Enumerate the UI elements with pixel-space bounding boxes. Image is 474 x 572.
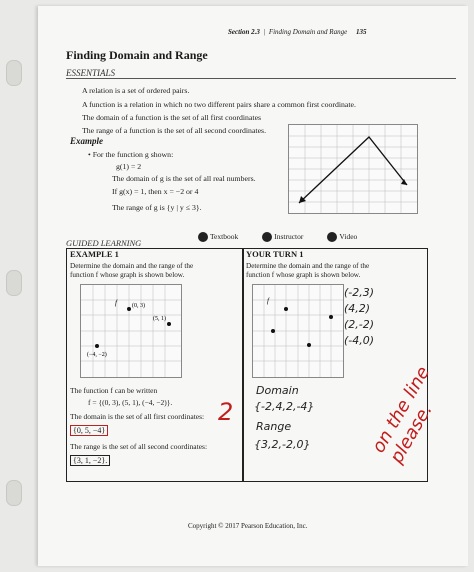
- example-1-written-intro: The function f can be written: [70, 386, 158, 395]
- hand-range-label: Range: [256, 420, 292, 433]
- f-label: f: [267, 297, 269, 305]
- example-1-graph: [80, 284, 182, 378]
- red-note: on the line please.: [368, 362, 437, 467]
- example-1-prompt-2: function f whose graph is shown below.: [70, 271, 185, 279]
- page-number: 135: [355, 28, 367, 36]
- range-set-value: {3, 1, −2}.: [70, 455, 110, 466]
- point-b: [329, 315, 333, 319]
- hand-point-4: (-4,0): [344, 334, 375, 347]
- example-label: Example: [70, 136, 103, 146]
- your-turn-prompt-1: Determine the domain and the range of the: [246, 262, 370, 270]
- worksheet-page: [38, 6, 468, 566]
- label-point-0-3: (0, 3): [132, 303, 145, 309]
- example-1-heading: EXAMPLE 1: [70, 249, 119, 259]
- label-point-neg4-neg2: (−4, −2): [87, 352, 107, 358]
- book-icon: [198, 232, 208, 242]
- essentials-label: ESSENTIALS: [66, 68, 456, 79]
- video-link[interactable]: [327, 232, 357, 241]
- section-number: Section 2.3: [228, 28, 260, 36]
- binder-hole-middle: [6, 270, 22, 296]
- instructor-link[interactable]: [262, 232, 303, 241]
- play-icon: [327, 232, 337, 242]
- hand-point-1: (-2,3): [344, 286, 375, 299]
- example-1-range-text: The range is the set of all second coordinates:: [70, 442, 208, 451]
- textbook-link[interactable]: [198, 232, 238, 241]
- section-subtitle: Finding Domain and Range: [268, 28, 348, 36]
- domain-set-value: {0, 5, −4}: [70, 425, 108, 436]
- definition-function: A function is a relation in which no two different pairs share a common first coordinate.: [82, 100, 356, 109]
- hand-point-3: (2,-2): [344, 318, 375, 331]
- example-graph-g: [288, 124, 418, 214]
- copyright: Copyright © 2017 Pearson Education, Inc.: [188, 522, 308, 530]
- your-turn-heading: YOUR TURN 1: [246, 249, 304, 259]
- guided-learning-label: GUIDED LEARNING: [66, 238, 142, 248]
- example-1-written-set: f = {(0, 3), (5, 1), (−4, −2)}.: [88, 398, 173, 407]
- video-label: Video: [339, 232, 358, 241]
- example-line-4: If g(x) = 1, then x = −2 or 4: [112, 187, 199, 196]
- binder-hole-top: [6, 60, 22, 86]
- page-title: Finding Domain and Range: [66, 48, 208, 62]
- point-c: [307, 343, 311, 347]
- definition-relation: A relation is a set of ordered pairs.: [82, 86, 190, 95]
- point-d: [271, 329, 275, 333]
- definition-domain: The domain of a function is the set of all first coordinates: [82, 113, 262, 122]
- point-5-1: [167, 322, 171, 326]
- hand-point-2: (4,2): [344, 302, 371, 315]
- red-mark: 2: [218, 398, 234, 426]
- example-line-3: The domain of g is the set of all real numbers.: [112, 174, 256, 183]
- hand-domain-label: Domain: [256, 384, 299, 397]
- hand-range-set: {3,2,-2,0}: [254, 438, 311, 451]
- example-1-range-set: [70, 456, 110, 465]
- example-line-5: The range of g is {y | y ≤ 3}.: [112, 203, 202, 212]
- hand-domain-set: {-2,4,2,-4}: [254, 400, 315, 413]
- definition-range: The range of a function is the set of all second coordinates.: [82, 126, 267, 135]
- example-1-prompt-1: Determine the domain and the range of the: [70, 262, 194, 270]
- example-line-1: • For the function g shown:: [88, 150, 174, 159]
- label-point-5-1: (5, 1): [153, 316, 166, 322]
- resources-bar: [198, 226, 357, 244]
- section-header: Section 2.3 | Finding Domain and Range 135: [228, 28, 367, 36]
- example-line-1-text: For the function g shown:: [92, 150, 174, 159]
- example-line-2: g(1) = 2: [116, 162, 142, 171]
- your-turn-prompt-2: function f whose graph is shown below.: [246, 271, 361, 279]
- point-0-3: [127, 307, 131, 311]
- example-1-domain-set: [70, 426, 108, 435]
- your-turn-graph: [252, 284, 344, 378]
- instructor-label: Instructor: [274, 232, 304, 241]
- person-icon: [262, 232, 272, 242]
- binder-hole-bottom: [6, 480, 22, 506]
- f-label: f: [115, 299, 117, 307]
- textbook-label: Textbook: [210, 232, 239, 241]
- point-a: [284, 307, 288, 311]
- example-1-domain-text: The domain is the set of all first coordinates:: [70, 412, 205, 421]
- point-neg4-neg2: [95, 344, 99, 348]
